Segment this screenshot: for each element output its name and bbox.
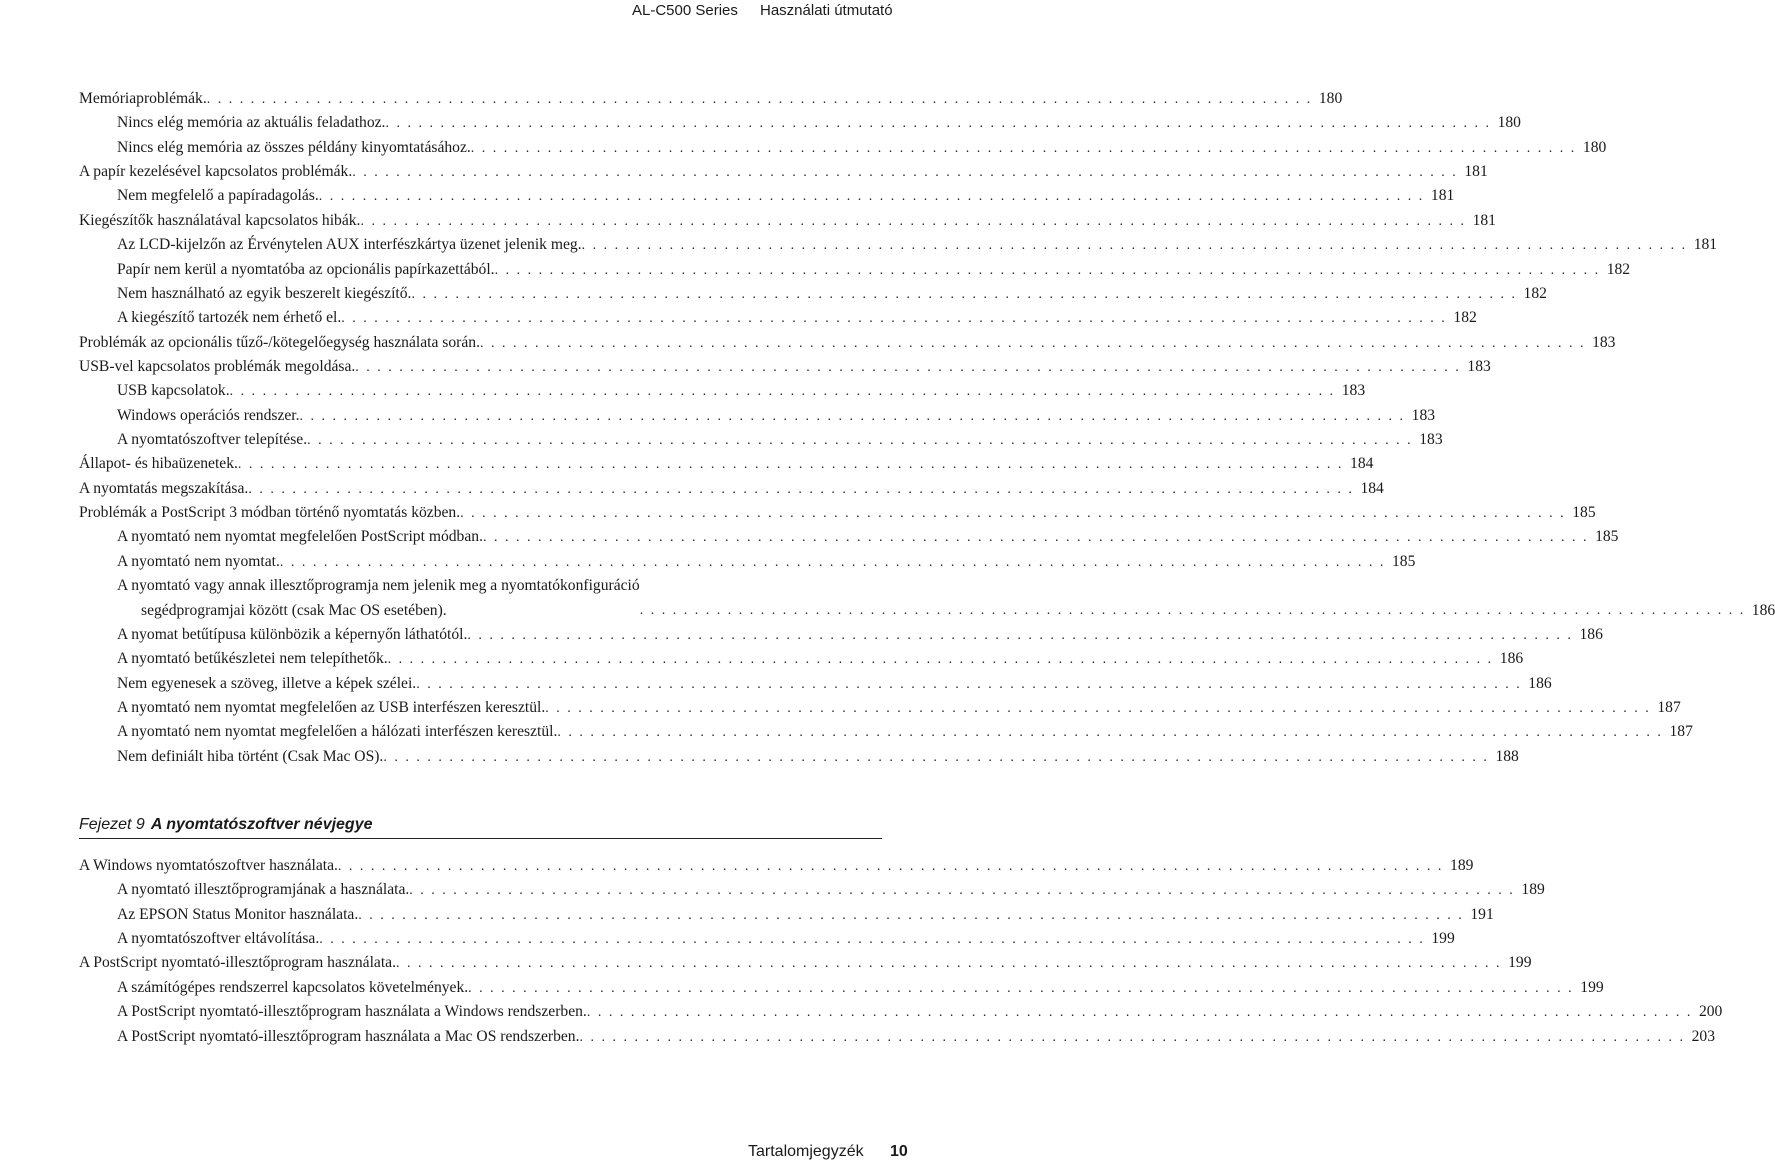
toc-entry[interactable] [79,647,1524,671]
toc-dot-leader: . . . . . . . . . . . . . . . . . . . . . . . . . . . . . . . . . . . . . . . . . . . . . . . . . . . . . . . . . . . . . . . . . . . . . . . . . . . . . . . . . . . . . . . . . . . . . . . . . . . . . [307,433,1413,449]
toc-entry-title-line: A nyomtatószoftver telepítése. [117,431,308,449]
toc-entry-title-line: A papír kezelésével kapcsolatos problémák. [79,163,353,181]
toc-entry-title [79,854,338,878]
toc-list-chapter-9 [79,854,1723,1049]
toc-entry-title-line: A nyomtató nem nyomtat. [117,552,280,570]
toc-entry[interactable] [79,672,1552,696]
toc-dot-leader: . . . . . . . . . . . . . . . . . . . . . . . . . . . . . . . . . . . . . . . . . . . . . . . . . . . . . . . . . . . . . . . . . . . . . . . . . . . . . . . . . . . . . . . . . . . . . . . . . . . . . [352,165,1458,181]
toc-entry-title-line: A nyomtató vagy annak illesztőprogramja nem jelenik meg a nyomtatókonfiguráció [117,577,640,595]
manual-title: Használati útmutató [760,2,893,19]
toc-page-number: 180 [1497,114,1521,132]
toc-entry-title-line: A PostScript nyomtató-illesztőprogram használata a Mac OS rendszerben. [117,1027,580,1045]
toc-page-number: 187 [1657,698,1681,716]
toc-page-number: 181 [1430,187,1455,205]
toc-entry-title-line: USB-vel kapcsolatos problémák megoldása. [79,357,356,375]
toc-entry[interactable] [79,184,1455,208]
toc-entry-title-line: Nem egyenesek a szöveg, illetve a képek szélei. [117,674,417,692]
toc-entry[interactable] [79,903,1494,927]
toc-entry-title-line: Papír nem kerül a nyomtatóba az opcionális papírkazettából. [117,260,495,278]
toc-dot-leader: . . . . . . . . . . . . . . . . . . . . . . . . . . . . . . . . . . . . . . . . . . . . . . . . . . . . . . . . . . . . . . . . . . . . . . . . . . . . . . . . . . . . . . . . . . . . . . . . . . . . . [360,213,1466,229]
toc-dot-leader: . . . . . . . . . . . . . . . . . . . . . . . . . . . . . . . . . . . . . . . . . . . . . . . . . . . . . . . . . . . . . . . . . . . . . . . . . . . . . . . . . . . . . . . . . . . . . . . . . . . . . [237,457,1344,473]
toc-entry[interactable] [79,525,1619,549]
toc-dot-leader: . . . . . . . . . . . . . . . . . . . . . . . . . . . . . . . . . . . . . . . . . . . . . . . . . . . . . . . . . . . . . . . . . . . . . . . . . . . . . . . . . . . . . . . . . . . . . . . . . . . . . [358,907,1464,923]
toc-entry-title [79,160,352,184]
toc-entry-title [117,878,409,902]
toc-entry[interactable] [79,111,1521,135]
toc-dot-leader: . . . . . . . . . . . . . . . . . . . . . . . . . . . . . . . . . . . . . . . . . . . . . . . . . . . . . . . . . . . . . . . . . . . . . . . . . . . . . . . . . . . . . . . . . . . . . . . . . . . . . [411,286,1517,302]
toc-dot-leader: . . . . . . . . . . . . . . . . . . . . . . . . . . . . . . . . . . . . . . . . . . . . . . . . . . . . . . . . . . . . . . . . . . . . . . . . . . . . . . . . . . . . . . . . . . . . . . . . . . . . . [482,530,1589,546]
toc-dot-leader: . . . . . . . . . . . . . . . . . . . . . . . . . . . . . . . . . . . . . . . . . . . . . . . . . . . . . . . . . . . . . . . . . . . . . . . . . . . . . . . . . . . . . . . . . . . . . . . . . . . . . [229,384,1336,400]
toc-dot-leader: . . . . . . . . . . . . . . . . . . . . . . . . . . . . . . . . . . . . . . . . . . . . . . . . . . . . . . . . . . . . . . . . . . . . . . . . . . . . . . . . . . . . . . . . . . . . . . . . . . . . . [319,932,1425,948]
toc-entry-title [117,1025,580,1049]
toc-entry-title [117,647,388,671]
toc-entry[interactable] [79,404,1436,428]
toc-entry-title [117,136,471,160]
toc-page-number: 186 [1751,601,1775,619]
toc-page-number: 182 [1606,260,1631,278]
toc-entry-title-line: Nem használható az egyik beszerelt kiegészítő. [117,284,412,302]
toc-entry-title [117,550,280,574]
toc-entry-title [117,111,385,135]
toc-entry-title [79,331,480,355]
toc-entry-title [117,258,495,282]
toc-entry-title-line: Kiegészítők használatával kapcsolatos hibák. [79,211,361,229]
toc-entry[interactable] [79,282,1547,306]
toc-entry[interactable] [79,623,1603,647]
toc-dot-leader: . . . . . . . . . . . . . . . . . . . . . . . . . . . . . . . . . . . . . . . . . . . . . . . . . . . . . . . . . . . . . . . . . . . . . . . . . . . . . . . . . . . . . . . . . . . . . . . . . . . . . [557,725,1663,741]
toc-entry-title [117,404,300,428]
toc-page-number: 185 [1595,528,1619,546]
toc-entry[interactable] [79,379,1366,403]
toc-entry-title-line: USB kapcsolatok. [117,382,230,400]
chapter-heading [79,816,882,839]
toc-dot-leader: . . . . . . . . . . . . . . . . . . . . . . . . . . . . . . . . . . . . . . . . . . . . . . . . . . . . . . . . . . . . . . . . . . . . . . . . . . . . . . . . . . . . . . . . . . . . . . . . . . . . . [387,652,1494,668]
toc-entry-title [79,951,396,975]
toc-entry-title-line: Windows operációs rendszer. [117,406,300,424]
toc-entry[interactable] [79,331,1616,355]
toc-entry-title [79,87,207,111]
toc-dot-leader: . . . . . . . . . . . . . . . . . . . . . . . . . . . . . . . . . . . . . . . . . . . . . . . . . . . . . . . . . . . . . . . . . . . . . . . . . . . . . . . . . . . . . . . . . . . . . . . . . . . . . [355,359,1461,375]
toc-entry[interactable] [79,951,1532,975]
toc-entry-title-line: A Windows nyomtatószoftver használata. [79,857,338,874]
toc-entry[interactable] [79,501,1596,525]
toc-dot-leader: . . . . . . . . . . . . . . . . . . . . . . . . . . . . . . . . . . . . . . . . . . . . . . . . . . . . . . . . . . . . . . . . . . . . . . . . . . . . . . . . . . . . . . . . . . . . . . . . . . . . . [383,749,1489,765]
toc-page-number: 182 [1453,309,1477,327]
toc-entry-title-line: Állapot- és hibaüzenetek. [79,455,238,473]
toc-entry-title [117,976,468,1000]
toc-page-number: 181 [1464,163,1488,181]
toc-page-number: 181 [1693,236,1718,254]
toc-entry-title [79,501,460,525]
toc-entry[interactable] [79,745,1519,769]
toc-entry[interactable] [79,1000,1723,1024]
toc-entry-title [117,720,557,744]
toc-page-number: 184 [1360,479,1384,497]
toc-entry-title [117,574,640,623]
toc-page-number: 180 [1318,90,1343,107]
toc-entry-title [117,282,411,306]
toc-entry-title [79,452,238,476]
footer-section-name: Tartalomjegyzék [748,1143,864,1160]
toc-entry-title-line: Nincs elég memória az aktuális feladathoz. [117,114,386,132]
footer-page-number: 10 [890,1143,908,1160]
toc-entry-title [117,184,319,208]
toc-entry[interactable] [79,720,1693,744]
toc-page-number: 189 [1450,857,1474,874]
toc-page-number: 184 [1350,455,1374,473]
toc-entry-title [117,927,319,951]
toc-entry-title [79,477,248,501]
toc-page-number: 187 [1669,723,1693,741]
toc-page-number: 180 [1582,138,1607,156]
toc-entry-title-line: A nyomat betűtípusa különbözik a képernyőn láthatótól. [117,625,468,643]
toc-entry-title-line: A nyomtatás megszakítása. [79,479,249,497]
toc-entry[interactable] [79,878,1545,902]
toc-entry[interactable] [79,306,1477,330]
toc-dot-leader: . . . . . . . . . . . . . . . . . . . . . . . . . . . . . . . . . . . . . . . . . . . . . . . . . . . . . . . . . . . . . . . . . . . . . . . . . . . . . . . . . . . . . . . . . . . . . . . . . . . . . [385,116,1491,132]
toc-page-number: 186 [1579,625,1603,643]
toc-dot-leader: . . . . . . . . . . . . . . . . . . . . . . . . . . . . . . . . . . . . . . . . . . . . . . . . . . . . . . . . . . . . . . . . . . . . . . . . . . . . . . . . . . . . . . . . . . . . . . . . . . . . . [460,506,1566,522]
toc-page-number: 182 [1523,284,1547,302]
toc-page-number: 186 [1528,674,1552,692]
toc-page-number: 189 [1521,881,1545,899]
toc-entry-title [117,233,582,257]
toc-entry-title-line: A nyomtató nem nyomtat megfelelően a hálózati interfészen keresztül. [117,723,558,741]
page-footer [0,1140,960,1162]
toc-entry-title-line: Az EPSON Status Monitor használata. [117,905,359,923]
toc-entry-title-line: A számítógépes rendszerrel kapcsolatos követelmények. [117,978,469,996]
toc-entry-title-line: Az LCD-kijelzőn az Érvénytelen AUX interfészkártya üzenet jelenik meg. [117,236,582,254]
toc-entry-title [117,745,383,769]
toc-entry-title-line: A nyomtató nem nyomtat megfelelően PostScript módban. [117,528,483,546]
toc-entry[interactable] [79,696,1681,720]
toc-page-number: 200 [1698,1003,1723,1021]
toc-entry[interactable] [79,477,1384,501]
page-header [0,0,960,22]
toc-entry[interactable] [79,428,1443,452]
toc-page-number: 199 [1431,930,1455,948]
toc-entry[interactable] [79,854,1474,878]
toc-dot-leader: . . . . . . . . . . . . . . . . . . . . . . . . . . . . . . . . . . . . . . . . . . . . . . . . . . . . . . . . . . . . . . . . . . . . . . . . . . . . . . . . . . . . . . . . . . . . . . . . . . . . . [299,408,1406,424]
toc-entry-title [79,209,360,233]
toc-page-number: 181 [1472,211,1496,229]
toc-entry[interactable] [79,452,1374,476]
toc-page-number: 183 [1341,382,1366,400]
toc-entry-title-line: A nyomtatószoftver eltávolítása. [117,930,320,948]
toc-dot-leader: . . . . . . . . . . . . . . . . . . . . . . . . . . . . . . . . . . . . . . . . . . . . . . . . . . . . . . . . . . . . . . . . . . . . . . . . . . . . . . . . . . . . . . . . . . . . . . . . . . . . . [279,554,1386,570]
toc-dot-leader: . . . . . . . . . . . . . . . . . . . . . . . . . . . . . . . . . . . . . . . . . . . . . . . . . . . . . . . . . . . . . . . . . . . . . . . . . . . . . . . . . . . . . . . . . . . . . . . . . . . . . [416,676,1522,692]
chapter-label: Fejezet 9 [79,816,145,833]
toc-entry-title [117,696,545,720]
toc-page-number: 203 [1691,1027,1715,1045]
toc-page-number: 183 [1592,333,1616,351]
toc-dot-leader: . . . . . . . . . . . . . . . . . . . . . . . . . . . . . . . . . . . . . . . . . . . . . . . . . . . . . . . . . . . . . . . . . . . . . . . . . . . . . . . . . . . . . . . . . . . . . . . . . . . . . [337,859,1444,874]
toc-entry[interactable] [79,136,1607,160]
toc-page-number: 199 [1508,954,1532,972]
toc-entry-title-line: A kiegészítő tartozék nem érhető el. [117,309,342,327]
toc-entry-title-line: A PostScript nyomtató-illesztőprogram használata a Windows rendszerben. [117,1003,587,1021]
toc-dot-leader: . . . . . . . . . . . . . . . . . . . . . . . . . . . . . . . . . . . . . . . . . . . . . . . . . . . . . . . . . . . . . . . . . . . . . . . . . . . . . . . . . . . . . . . . . . . . . . . . . . . . . [409,883,1515,899]
toc-dot-leader: . . . . . . . . . . . . . . . . . . . . . . . . . . . . . . . . . . . . . . . . . . . . . . . . . . . . . . . . . . . . . . . . . . . . . . . . . . . . . . . . . . . . . . . . . . . . . . . . . . . . . [639,602,1746,618]
toc-dot-leader: . . . . . . . . . . . . . . . . . . . . . . . . . . . . . . . . . . . . . . . . . . . . . . . . . . . . . . . . . . . . . . . . . . . . . . . . . . . . . . . . . . . . . . . . . . . . . . . . . . . . . [586,1005,1693,1021]
toc-entry-title [117,903,358,927]
toc-entry-title-line: A nyomtató betűkészletei nem telepíthetők. [117,650,388,668]
toc-entry-title [117,306,341,330]
toc-page-number: 185 [1391,552,1416,570]
toc-page-number: 188 [1495,747,1519,765]
toc-page-number: 183 [1467,357,1491,375]
toc-dot-leader: . . . . . . . . . . . . . . . . . . . . . . . . . . . . . . . . . . . . . . . . . . . . . . . . . . . . . . . . . . . . . . . . . . . . . . . . . . . . . . . . . . . . . . . . . . . . . . . . . . . . . [396,956,1502,972]
toc-dot-leader: . . . . . . . . . . . . . . . . . . . . . . . . . . . . . . . . . . . . . . . . . . . . . . . . . . . . . . . . . . . . . . . . . . . . . . . . . . . . . . . . . . . . . . . . . . . . . . . . . . . . . [494,262,1601,278]
toc-entry-title-line: A nyomtató nem nyomtat megfelelően az USB interfészen keresztül. [117,698,546,716]
toc-entry[interactable] [79,574,1775,623]
toc-entry-title [117,672,416,696]
toc-entry[interactable] [79,258,1631,282]
toc-entry[interactable] [79,233,1718,257]
toc-dot-leader: . . . . . . . . . . . . . . . . . . . . . . . . . . . . . . . . . . . . . . . . . . . . . . . . . . . . . . . . . . . . . . . . . . . . . . . . . . . . . . . . . . . . . . . . . . . . . . . . . . . . . [581,238,1688,254]
toc-page-number: 185 [1572,504,1596,522]
toc-dot-leader: . . . . . . . . . . . . . . . . . . . . . . . . . . . . . . . . . . . . . . . . . . . . . . . . . . . . . . . . . . . . . . . . . . . . . . . . . . . . . . . . . . . . . . . . . . . . . . . . . . . . . [206,92,1313,107]
toc-entry-title [79,355,355,379]
toc-entry-title [117,525,483,549]
toc-page-number: 183 [1411,406,1436,424]
toc-entry-title-line: Problémák a PostScript 3 módban történő nyomtatás közben. [79,504,461,522]
chapter-title: A nyomtatószoftver névjegye [150,816,373,833]
toc-entry-title [117,623,467,647]
toc-entry-title [117,1000,587,1024]
toc-entry[interactable] [79,209,1496,233]
toc-dot-leader: . . . . . . . . . . . . . . . . . . . . . . . . . . . . . . . . . . . . . . . . . . . . . . . . . . . . . . . . . . . . . . . . . . . . . . . . . . . . . . . . . . . . . . . . . . . . . . . . . . . . . [468,980,1574,996]
toc-entry-title-line: Nem definiált hiba történt (Csak Mac OS). [117,747,384,765]
toc-page-number: 199 [1580,978,1604,996]
toc-dot-leader: . . . . . . . . . . . . . . . . . . . . . . . . . . . . . . . . . . . . . . . . . . . . . . . . . . . . . . . . . . . . . . . . . . . . . . . . . . . . . . . . . . . . . . . . . . . . . . . . . . . . . [467,627,1573,643]
toc-list-main [79,87,1775,769]
toc-page-number: 183 [1419,431,1443,449]
toc-dot-leader: . . . . . . . . . . . . . . . . . . . . . . . . . . . . . . . . . . . . . . . . . . . . . . . . . . . . . . . . . . . . . . . . . . . . . . . . . . . . . . . . . . . . . . . . . . . . . . . . . . . . . [479,335,1586,351]
toc-entry-title-line: Nincs elég memória az összes példány kinyomtatásához. [117,138,471,156]
toc-entry[interactable] [79,355,1491,379]
toc-entry[interactable] [79,550,1416,574]
toc-dot-leader: . . . . . . . . . . . . . . . . . . . . . . . . . . . . . . . . . . . . . . . . . . . . . . . . . . . . . . . . . . . . . . . . . . . . . . . . . . . . . . . . . . . . . . . . . . . . . . . . . . . . . [579,1029,1685,1045]
toc-entry[interactable] [79,87,1343,111]
toc-entry[interactable] [79,976,1604,1000]
toc-entry[interactable] [79,1025,1715,1049]
toc-entry[interactable] [79,160,1488,184]
toc-entry-title-line: Problémák az opcionális tűző-/kötegelőegység használata során. [79,333,480,351]
toc-entry-title [117,379,230,403]
toc-dot-leader: . . . . . . . . . . . . . . . . . . . . . . . . . . . . . . . . . . . . . . . . . . . . . . . . . . . . . . . . . . . . . . . . . . . . . . . . . . . . . . . . . . . . . . . . . . . . . . . . . . . . . [341,311,1447,327]
toc-entry-title-line: A PostScript nyomtató-illesztőprogram használata. [79,954,397,972]
toc-entry-title [117,428,307,452]
product-name: AL-C500 Series [632,2,738,19]
toc-dot-leader: . . . . . . . . . . . . . . . . . . . . . . . . . . . . . . . . . . . . . . . . . . . . . . . . . . . . . . . . . . . . . . . . . . . . . . . . . . . . . . . . . . . . . . . . . . . . . . . . . . . . . [545,700,1651,716]
toc-entry[interactable] [79,927,1455,951]
toc-dot-leader: . . . . . . . . . . . . . . . . . . . . . . . . . . . . . . . . . . . . . . . . . . . . . . . . . . . . . . . . . . . . . . . . . . . . . . . . . . . . . . . . . . . . . . . . . . . . . . . . . . . . . [248,481,1354,497]
toc-page-number: 191 [1470,905,1494,923]
toc-entry-title-line: A nyomtató illesztőprogramjának a használata. [117,881,410,899]
toc-entry-title-continuation: segédprogramjai között (csak Mac OS esetében). [141,601,447,619]
toc-dot-leader: . . . . . . . . . . . . . . . . . . . . . . . . . . . . . . . . . . . . . . . . . . . . . . . . . . . . . . . . . . . . . . . . . . . . . . . . . . . . . . . . . . . . . . . . . . . . . . . . . . . . . [318,189,1425,205]
toc-entry-title-line: Memóriaproblémák. [79,90,207,107]
toc-entry-title-line: Nem megfelelő a papíradagolás. [117,187,319,205]
toc-dot-leader: . . . . . . . . . . . . . . . . . . . . . . . . . . . . . . . . . . . . . . . . . . . . . . . . . . . . . . . . . . . . . . . . . . . . . . . . . . . . . . . . . . . . . . . . . . . . . . . . . . . . . [470,140,1577,156]
toc-page-number: 186 [1499,650,1524,668]
